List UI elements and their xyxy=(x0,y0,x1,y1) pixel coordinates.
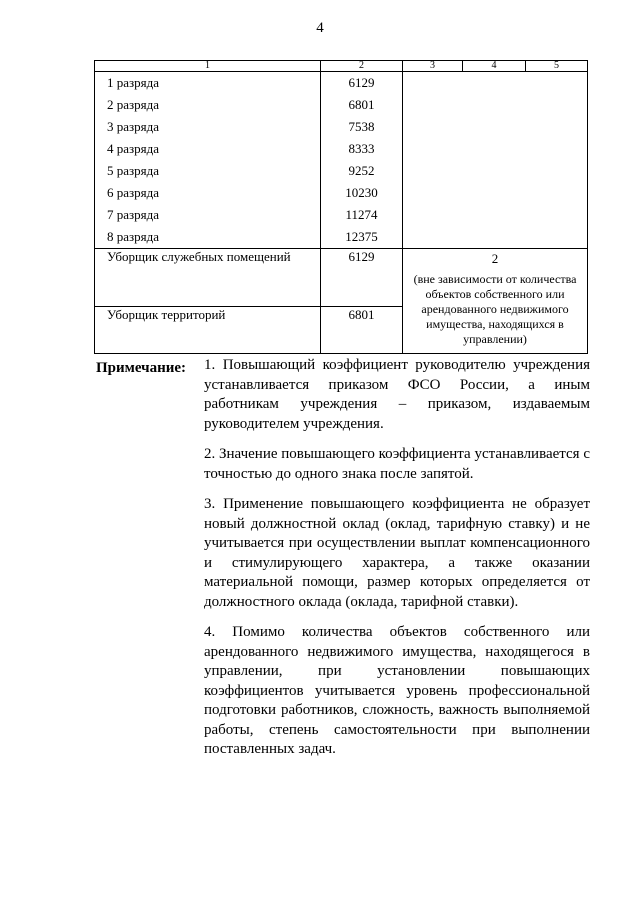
rank-value: 8333 xyxy=(348,141,375,156)
merged-coefficient-cell xyxy=(403,249,588,354)
rank-values-cell xyxy=(321,72,403,249)
rank-value: 7538 xyxy=(348,119,375,134)
rank-value: 12375 xyxy=(345,229,378,244)
rank-label: 3 разряда xyxy=(107,119,160,134)
header-col-4: 4 xyxy=(463,61,526,72)
rank-value: 10230 xyxy=(345,185,378,200)
rank-label: 1 разряда xyxy=(107,75,160,90)
coefficient-empty-cell xyxy=(403,72,588,249)
rank-label: 6 разряда xyxy=(107,185,160,200)
rank-labels-cell xyxy=(95,72,321,249)
header-col-5: 5 xyxy=(526,61,588,72)
rank-label: 7 разряда xyxy=(107,207,160,222)
position-value: 6129 xyxy=(321,249,403,307)
rank-value: 9252 xyxy=(348,163,375,178)
rank-value: 11274 xyxy=(345,207,378,222)
coefficient-value: 2 xyxy=(491,251,499,266)
table-row xyxy=(95,249,588,307)
position-label: Уборщик территорий xyxy=(95,307,321,354)
position-label: Уборщик служебных помещений xyxy=(95,249,321,307)
position-value: 6801 xyxy=(321,307,403,354)
table-row-ranks xyxy=(95,72,588,249)
rank-value: 6801 xyxy=(348,97,375,112)
page-number: 4 xyxy=(316,20,324,36)
note-item: 4. Помимо количества объектов собственного или арендованного недвижимого имущества, находящегося в управлении, при установлении повышающих коэффициентов учитывается уровень профессиональной подготовки работников, сложность, важность выполняемой работы, степень самостоятельности при выполнении поставленных задач. xyxy=(204,624,590,757)
header-col-1: 1 xyxy=(95,61,321,72)
coefficient-note: (вне зависимости от количества объектов собственного или арендованного недвижимого имущества, находящихся в управлении) xyxy=(413,272,577,346)
table-header-row xyxy=(95,61,588,72)
header-col-2: 2 xyxy=(321,61,403,72)
notes-section xyxy=(96,356,590,771)
notes-body xyxy=(204,356,590,760)
header-col-3: 3 xyxy=(403,61,463,72)
salary-table xyxy=(94,60,588,354)
rank-label: 4 разряда xyxy=(107,141,160,156)
rank-label: 8 разряда xyxy=(107,229,160,244)
rank-value: 6129 xyxy=(348,75,375,90)
rank-label: 2 разряда xyxy=(107,97,160,112)
note-item: 1. Повышающий коэффициент руководителю учреждения устанавливается приказом ФСО России, а иным работникам учреждения – приказом, издаваемым руководителем учреждения. xyxy=(204,357,590,432)
note-item: 3. Применение повышающего коэффициента не образует новый должностной оклад (оклад, тарифную ставку) и не учитывается при осуществлении выплат компенсационного и стимулирующего характера, а также оказании материальной помощи, размер которых определяется от должностного оклада (оклада, тарифной ставки). xyxy=(204,496,590,610)
notes-label: Примечание: xyxy=(96,360,187,376)
note-item: 2. Значение повышающего коэффициента устанавливается с точностью до одного знака после запятой. xyxy=(204,446,590,482)
rank-label: 5 разряда xyxy=(107,163,160,178)
